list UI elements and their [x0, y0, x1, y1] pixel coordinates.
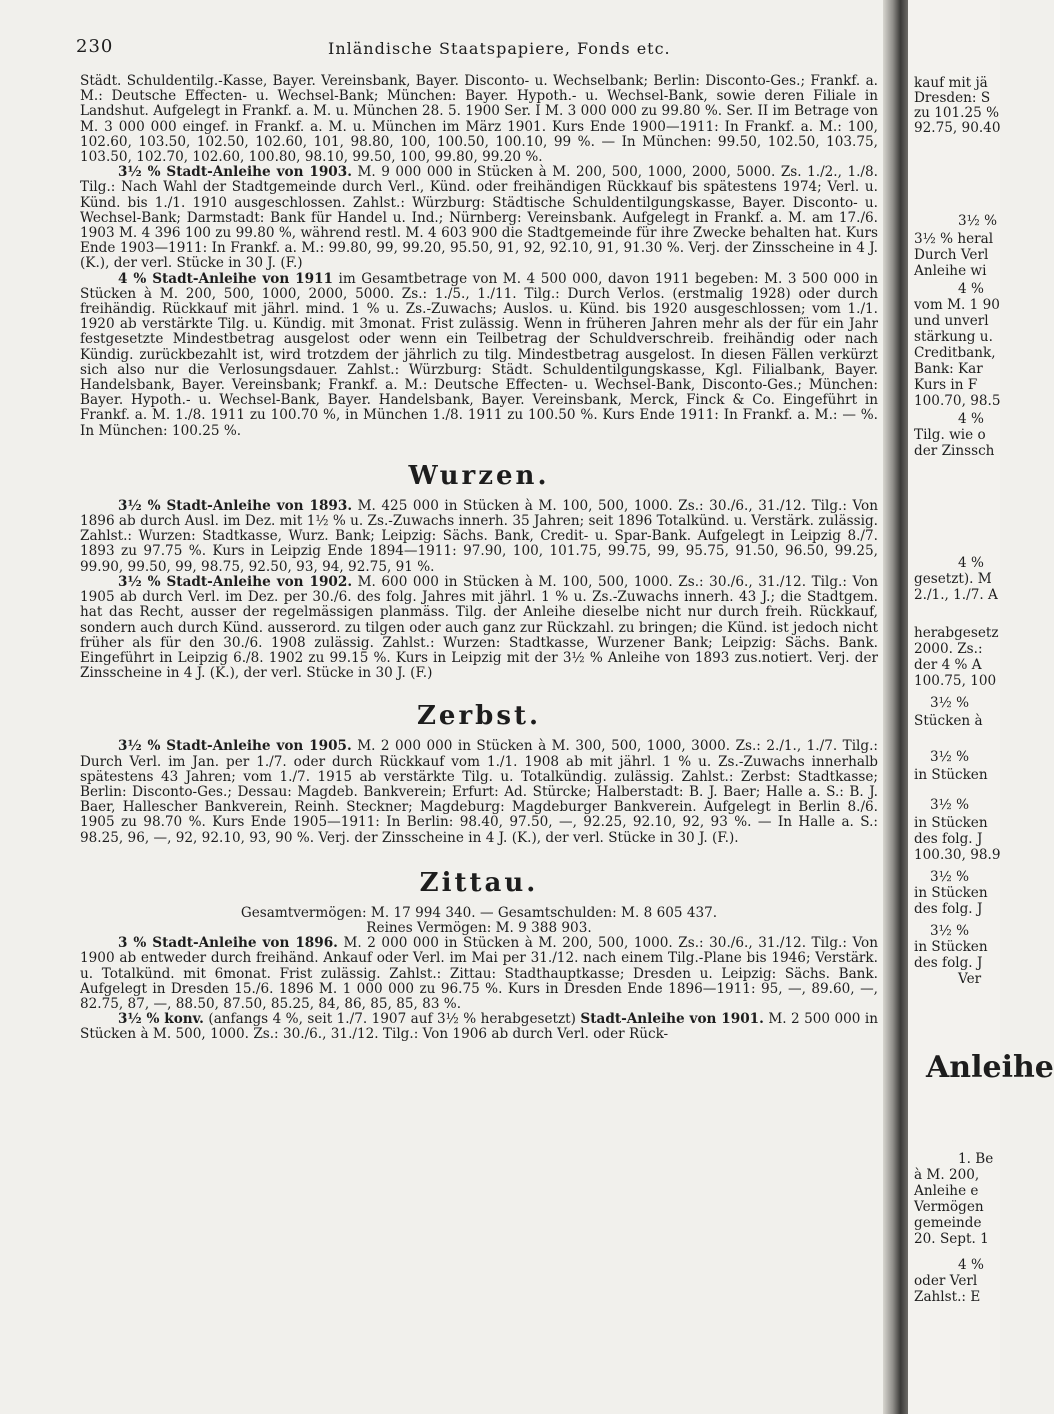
facing-fragment: Bank: Kar	[914, 361, 983, 377]
facing-fragment: 4 %	[958, 555, 984, 571]
facing-fragment: 3½ % heral	[914, 231, 994, 247]
paragraph-zittau-1896	[80, 936, 878, 1012]
facing-fragment: 4 %	[958, 281, 984, 297]
issue-heading: 4 % Stadt-Anleihe von 1911	[118, 270, 334, 287]
facing-fragment: in Stücken	[914, 767, 988, 783]
facing-fragment: 2000. Zs.:	[914, 641, 983, 657]
facing-fragment: 3½ %	[930, 797, 970, 813]
issue-text: M. 600 000 in Stücken à M. 100, 500, 1000. Zs.: 30./6., 31./12. Tilg.: Von 1905 ab durch Verl. im Dez. per 30./6. des folg. Jahres mit jährl. 1 % u. Zs.-Zuwachs innerh. 43 J.; die Stadtgem. hat das Recht, ausser der regelmässigen planmäss. Tilg. der Anleihe dieselbe nicht nur durch freih. Rückkauf, sondern auch durch Künd. ausserord. zu tilgen oder auch ganz zur Rückzahl. zu bringen; die Künd. ist jedoch nicht früher als für den 30./6. 1908 zulässig. Zahlst.: Wurzen: Stadtkasse, Wurzener Bank; Leipzig: Sächs. Bank. Eingeführt in Leipzig 6./8. 1902 zu 99.15 %. Kurs in Leipzig mit der 3½ % Anleihe von 1893 zus.notiert. Verj. der Zinsscheine in 4 J. (K.), der verl. Stücke in 30 J. (F.)	[80, 573, 878, 682]
paragraph-zerbst-1905	[80, 739, 878, 845]
issue-heading: 3½ % konv.	[118, 1011, 204, 1028]
main-column	[76, 0, 879, 1414]
issue-heading: 3½ % Stadt-Anleihe von 1893.	[118, 497, 353, 514]
issue-text: M. 425 000 in Stücken à M. 100, 500, 1000. Zs.: 30./6., 31./12. Tilg.: Von 1896 ab durch Ausl. im Dez. mit 1½ % u. Zs.-Zuwachs innerh. 35 Jahren; seit 1896 Totalkünd. u. Verstärk. zulässig. Zahlst.: Wurzen: Stadtkasse, Wurz. Bank; Leipzig: Sächs. Bank, Credit- u. Spar-Bank. Aufgelegt in Leipzig 8./7. 1893 zu 97.75 %. Kurs in Leipzig Ende 1894—1911: 97.90, 100, 101.75, 99.75, 99, 95.75, 91.50, 96.50, 99.25, 99.90, 99.50, 99, 98.75, 92.50, 93, 94, 92.75, 91 %.	[80, 497, 878, 575]
facing-fragment: Durch Verl	[914, 247, 989, 263]
facing-fragment: in Stücken	[914, 939, 988, 955]
issue-heading: 3½ % Stadt-Anleihe von 1903.	[118, 164, 352, 181]
facing-fragment: der 4 % A	[914, 657, 982, 673]
issue-heading: 3 % Stadt-Anleihe von 1896.	[118, 935, 338, 952]
issue-text: M. 2 000 000 in Stücken à M. 200, 500, 1000. Zs.: 30./6., 31./12. Tilg.: Von 1900 ab entweder durch freihänd. Ankauf oder Verl. im Mai per 31./12. nach einem Tilg.-Plane bis 1946; Verstärk. u. Totalkünd. mit 6monat. Frist zulässig. Zahlst.: Zittau: Stadthauptkasse; Dresden u. Leipzig: Sächs. Bank. Aufgelegt in Dresden 15./6. 1896 M. 1 000 000 zu 96.75 %. Kurs in Dresden Ende 1896—1911: 95, —, 89.60, —, 82.75, 87, —, 88.50, 87.50, 85.25, 84, 86, 85, 85, 83 %.	[80, 935, 878, 1012]
facing-fragment: Anleihe wi	[914, 263, 987, 279]
facing-fragment: kauf mit jä	[914, 75, 988, 91]
facing-fragment: Ver	[958, 971, 982, 987]
facing-fragment: 4 %	[958, 411, 984, 427]
paragraph-wurzen-1902	[80, 575, 878, 681]
facing-fragment: 3½ %	[930, 923, 970, 939]
book-gutter-shadow	[883, 0, 908, 1414]
facing-fragment: Vermögen	[914, 1199, 984, 1215]
zittau-summary-line-2: Reines Vermögen: M. 9 388 903.	[366, 919, 592, 936]
issue-heading-2: Stadt-Anleihe von 1901.	[580, 1011, 764, 1028]
facing-fragment: Stücken à	[914, 713, 983, 729]
facing-fragment: Zahlst.: E	[914, 1289, 981, 1305]
page-number: 230	[76, 36, 114, 57]
paragraph-wurzen-1893	[80, 499, 878, 575]
issue-note: (anfangs 4 %, seit 1./7. 1907 auf 3½ % herabgesetzt)	[208, 1011, 576, 1028]
facing-fragment: vom M. 1 90	[914, 297, 1000, 313]
facing-fragment: des folg. J	[914, 831, 983, 847]
issue-text: im Gesamtbetrage von M. 4 500 000, davon 1911 begeben: M. 3 500 000 in Stücken à M. 200, 500, 1000, 2000, 5000. Zs.: 1./5., 1./11. Tilg.: Durch Verlos. (erstmalig 1928) oder durch freihändig. Rückkauf mit jährl. mind. 1 % u. Zs.-Zuwachs; Auslos. u. Künd. bis 1920 ausgeschlossen; vom 1./1. 1920 ab verstärkte Tilg. u. Kündig. mit 3monat. Frist zulässig. Wenn in früheren Jahren mehr als der für ein Jahr festgesetzte Mindestbetrag ausgelost oder wenn ein Teilbetrag der Schuldverschreib. freihändig oder nach Kündig. zurückbezahlt ist, wird trotzdem der jährlich zu tilg. Mindestbetrag ausgelost. In diesen Fällen verkürzt sich also nur die Verlosungsdauer. Zahlst.: Würzburg: Städt. Schuldentilgungskasse, Kgl. Filialbank, Bayer. Handelsbank, Bayer. Vereinsbank; Frankf. a. M.: Deutsche Effecten- u. Wechsel-Bank, Disconto-Ges.; München: Bayer. Hypoth.- u. Wechsel-Bank, Bayer. Handelsbank, Bayer. Vereinsbank, Merck, Finck & Co. Eingeführt in Frankf. a. M. 1./8. 1911 zu 100.70 %, in München 1./8. 1911 zu 100.50 %. Kurs Ende 1911: In Frankf. a. M.: — %. In München: 100.25 %.	[80, 270, 878, 439]
facing-fragment: 3½ %	[930, 695, 970, 711]
body-text	[80, 74, 878, 1043]
facing-fragment: 20. Sept. 1	[914, 1231, 989, 1247]
facing-fragment: 100.30, 98.9	[914, 847, 1001, 863]
facing-fragment: stärkung u.	[914, 329, 993, 345]
facing-fragment: Creditbank,	[914, 345, 996, 361]
facing-fragment: Dresden: S	[914, 90, 991, 106]
facing-fragment: des folg. J	[914, 901, 983, 917]
facing-fragment: 2./1., 1./7. A	[914, 587, 998, 603]
facing-fragment: 3½ %	[930, 869, 970, 885]
facing-fragment: 100.75, 100	[914, 673, 997, 689]
facing-fragment: in Stücken	[914, 815, 988, 831]
paragraph-zittau-konv	[80, 1012, 878, 1042]
issue-text: M. 2 000 000 in Stücken à M. 300, 500, 1000, 3000. Zs.: 2./1., 1./7. Tilg.: Durch Verl. im Jan. per 1./7. oder durch Rückkauf vom 1./1. 1908 ab mit jährl. 1 % u. Zs.-Zuwachs innerhalb spätestens 43 Jahren; vom 1./7. 1915 ab verstärkte Tilg. u. Totalkündig. zulässig. Zahlst.: Zerbst: Stadtkasse; Berlin: Disconto-Ges.; Dessau: Magdeb. Bankverein; Erfurt: Ad. Stürcke; Halberstadt: B. J. Baer; Halle a. S.: B. J. Baer, Hallescher Bankverein, Reinh. Steckner; Magdeburg: Magdeburger Bankverein. Aufgelegt in Berlin 8./6. 1905 zu 98.70 %. Kurs Ende 1905—1911: In Berlin: 98.40, 97.50, —, 92.25, 92.10, 92, 93 %. — In Halle a. S.: 98.25, 96, —, 92, 92.10, 93, 90 %. Verj. der Zinsscheine in 4 J. (K.), der verl. Stücke in 30 J. (F.).	[80, 738, 879, 846]
facing-fragment: 92.75, 90.40	[914, 120, 1001, 136]
facing-fragment: und unverl	[914, 313, 989, 329]
facing-fragment: Tilg. wie o	[914, 427, 986, 443]
paragraph-wuerzburg-1911	[80, 272, 878, 439]
issue-text: M. 9 000 000 in Stücken à M. 200, 500, 1000, 2000, 5000. Zs. 1./2., 1./8. Tilg.: Nach Wahl der Stadtgemeinde durch Verl., Künd. oder freihändigen Rückkauf bis spätestens 1974; Verl. u. Künd. bis 1./1. 1910 ausgeschlossen. Zahlst.: Würzburg: Städtische Schuldentilgungskasse, Bayer. Disconto- u. Wechsel-Bank; Darmstadt: Bank für Handel u. Ind.; Nürnberg: Vereinsbank. Aufgelegt in Frankf. a. M. am 17./6. 1903 M. 4 396 100 zu 99.80 %, während restl. M. 4 603 900 die Stadtgemeinde für ihre Zwecke behalten hat. Kurs Ende 1903—1911: In Frankf. a. M.: 99.80, 99, 99.20, 95.50, 91, 92, 92.10, 91, 91.30 %. Verj. der Zinsscheine in 4 J. (K.), der verl. Stücke in 30 J. (F.)	[80, 164, 878, 272]
facing-fragment: in Stücken	[914, 885, 988, 901]
section-heading-zerbst: Zerbst.	[416, 701, 542, 732]
facing-fragment: oder Verl	[914, 1273, 978, 1289]
section-heading-wurzen: Wurzen.	[408, 460, 550, 491]
issue-heading: 3½ % Stadt-Anleihe von 1905.	[118, 738, 352, 755]
facing-fragment: zu 101.25 %	[914, 105, 1000, 121]
facing-fragment: herabgesetz	[914, 625, 999, 641]
zittau-summary-line-1: Gesamtvermögen: M. 17 994 340. — Gesamtschulden: M. 8 605 437.	[240, 904, 718, 921]
facing-section-heading: Anleihe	[926, 1050, 1054, 1085]
running-title: Inländische Staatspapiere, Fonds etc.	[328, 39, 671, 58]
facing-page-strip	[908, 0, 1054, 1414]
facing-fragment: des folg. J	[914, 955, 983, 971]
paragraph-wuerzburg-1900-cont: Städt. Schuldentilg.-Kasse, Bayer. Vereinsbank, Bayer. Disconto- u. Wechselbank; Berlin: Disconto-Ges.; Frankf. a. M.: Deutsche Effecten- u. Wechsel-Bank; München: Bayer. Hypoth.- u. Wechsel-Bank, sowie deren Filiale in Landshut. Aufgelegt in Frankf. a. M. u. München 28. 5. 1900 Ser. I M. 3 000 000 zu 99.80 %. Ser. II im Betrage von M. 3 000 000 eingef. in Frankf. a. M. u. München im März 1901. Kurs Ende 1900—1911: In Frankf. a. M.: 100, 102.60, 103.50, 102.50, 102.60, 101, 98.80, 100, 100.50, 100.10, 99 %. — In München: 99.50, 102.50, 103.75, 103.50, 102.70, 102.60, 100.80, 98.10, 99.50, 100, 99.80, 99.20 %.	[80, 73, 878, 166]
facing-fragment: 100.70, 98.5	[914, 393, 1001, 409]
issue-heading: 3½ % Stadt-Anleihe von 1902.	[118, 573, 353, 590]
facing-fragment: 3½ %	[930, 749, 970, 765]
facing-fragment: 1. Be	[958, 1151, 994, 1167]
facing-fragment: gemeinde	[914, 1215, 982, 1231]
section-heading-zittau: Zittau.	[419, 867, 539, 898]
facing-fragment: der Zinssch	[914, 443, 995, 459]
paragraph-wuerzburg-1903	[80, 165, 878, 271]
facing-fragment: Anleihe e	[914, 1183, 979, 1199]
facing-fragment: gesetzt). M	[914, 571, 992, 587]
facing-fragment: 3½ %	[958, 213, 998, 229]
facing-fragment: Kurs in F	[914, 377, 978, 393]
facing-fragment: 4 %	[958, 1257, 984, 1273]
facing-fragment: à M. 200,	[914, 1167, 980, 1183]
issue-text: M. 2 500 000 in Stücken à M. 500, 1000. Zs.: 30./6., 31./12. Tilg.: Von 1906 ab durch Verl. oder Rück-	[80, 1011, 879, 1043]
page-header	[76, 36, 878, 60]
